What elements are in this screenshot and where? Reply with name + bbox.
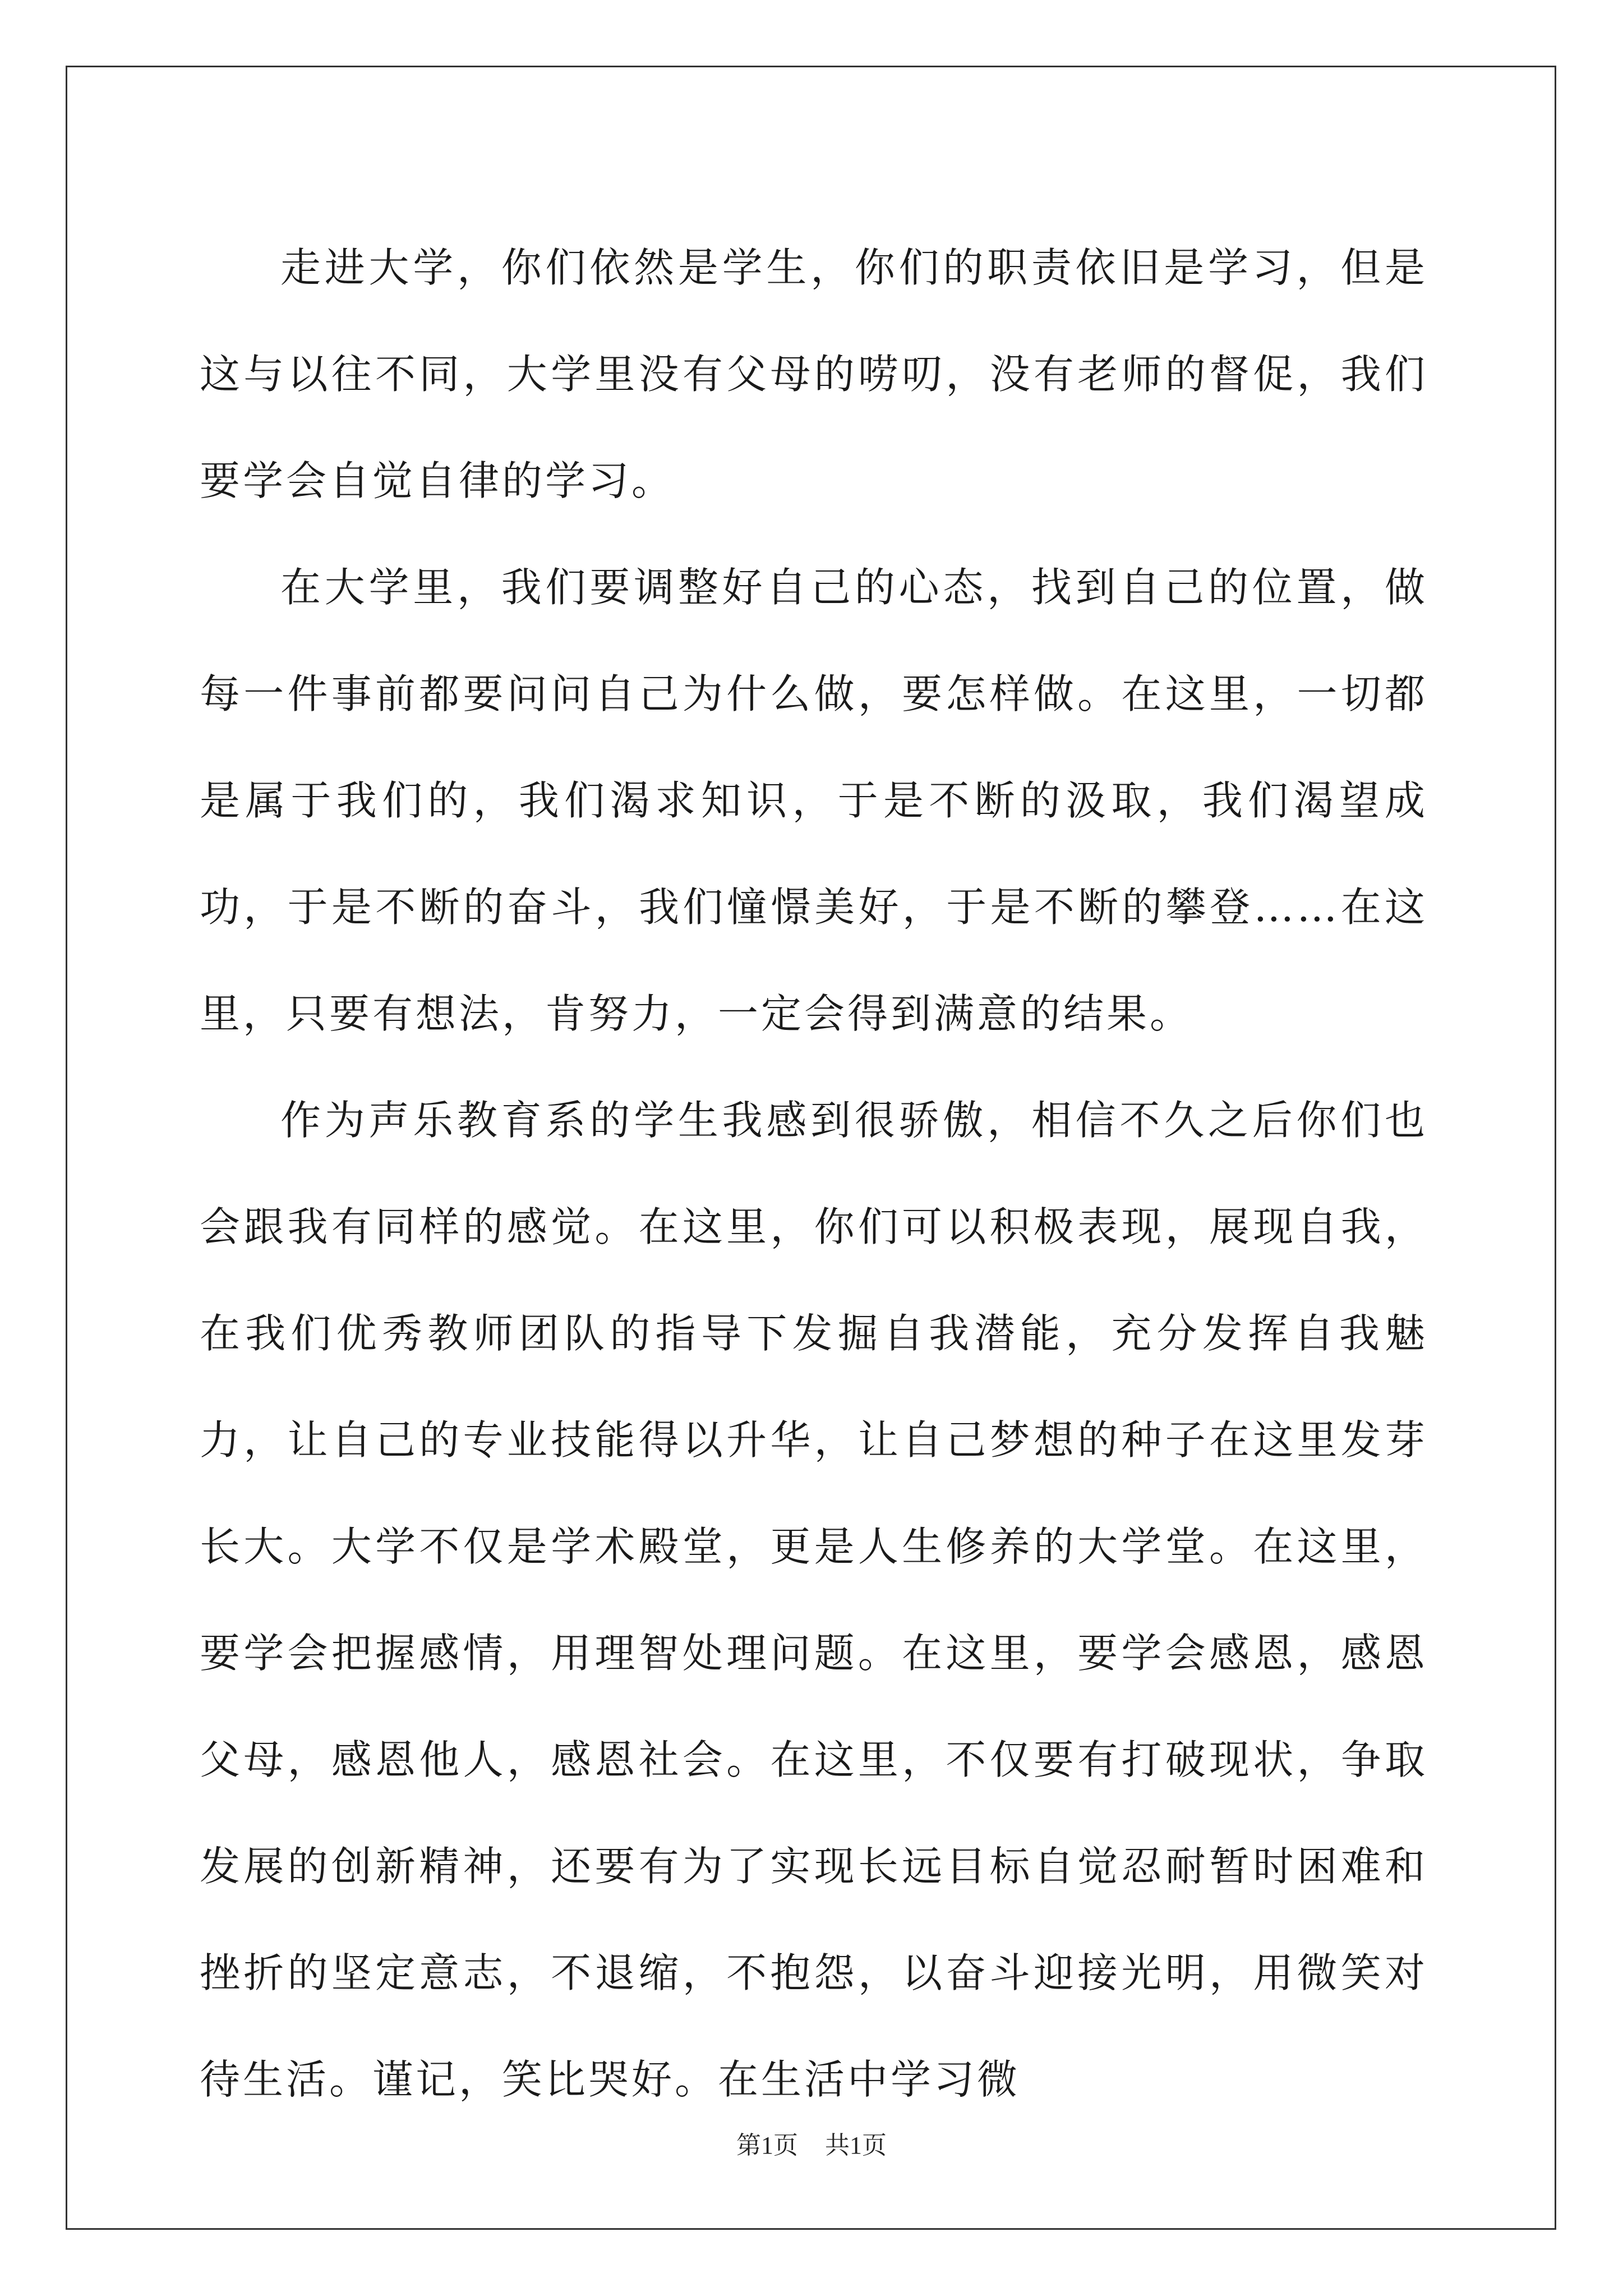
document-body [200,214,1428,2133]
paragraph-2: 在大学里，我们要调整好自己的心态，找到自己的位置，做每一件事前都要问问自己为什么做，要怎样做。在这里，一切都是属于我们的，我们渴求知识，于是不断的汲取，我们渴望成功，于是不断的奋斗，我们憧憬美好，于是不断的攀登……在这里，只要有想法，肯努力，一定会得到满意的结果。 [200,564,1428,1037]
page-number: 第1页 [736,2132,798,2159]
paragraph-1: 走进大学，你们依然是学生，你们的职责依旧是学习，但是这与以往不同，大学里没有父母的唠叨，没有老师的督促，我们要学会自觉自律的学习。 [200,244,1428,504]
paragraph-3: 作为声乐教育系的学生我感到很骄傲，相信不久之后你们也会跟我有同样的感觉。在这里，你们可以积极表现，展现自我，在我们优秀教师团队的指导下发掘自我潜能，充分发挥自我魅力，让自己的专业技能得以升华，让自己梦想的种子在这里发芽长大。大学不仅是学术殿堂，更是人生修养的大学堂。在这里，要学会把握感情，用理智处理问题。在这里，要学会感恩，感恩父母，感恩他人，感恩社会。在这里，不仅要有打破现状，争取发展的创新精神，还要有为了实现长远目标自觉忍耐暂时困难和挫折的坚定意志，不退缩，不抱怨，以奋斗迎接光明，用微笑对待生活。谨记，笑比哭好。在生活中学习微 [200,1097,1428,2103]
page-footer [0,2125,1623,2161]
total-pages: 共1页 [825,2132,887,2159]
